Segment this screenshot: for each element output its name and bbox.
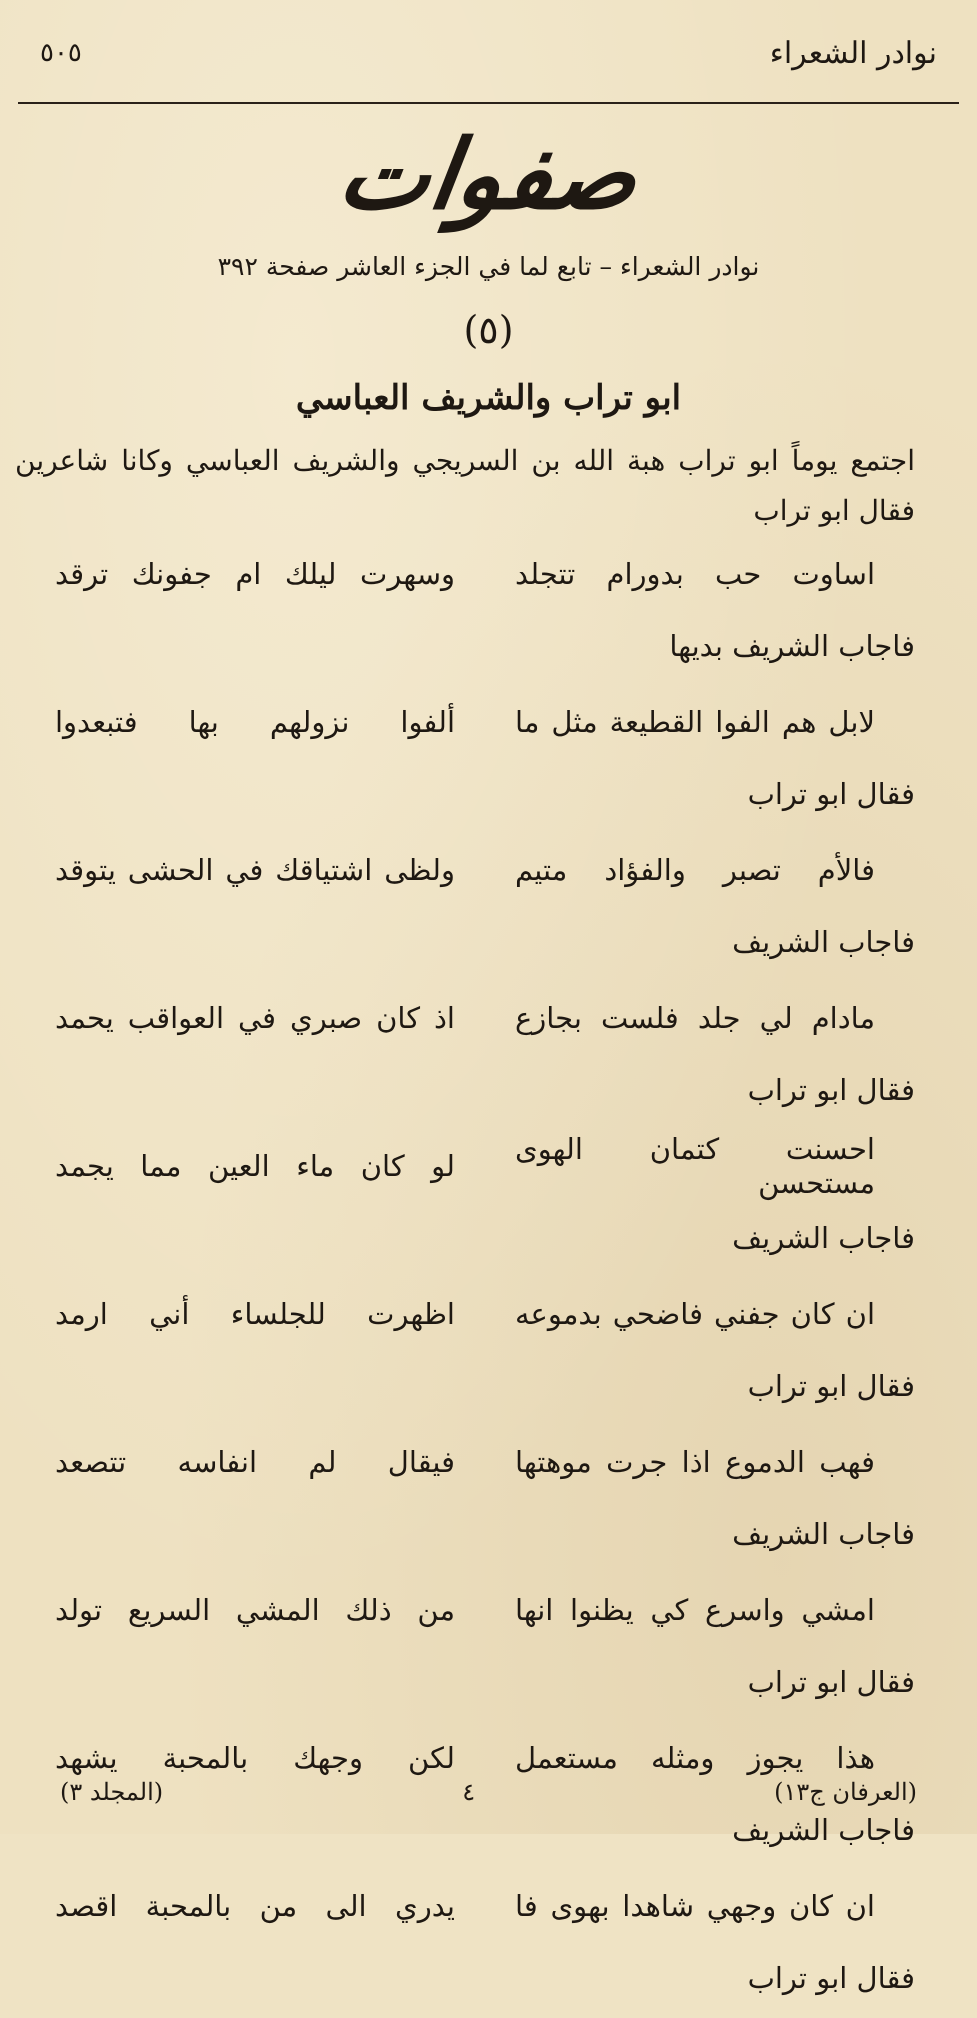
- page-number: ٥٠٥: [40, 38, 82, 68]
- page-header: [40, 28, 937, 78]
- speaker-line: فقال ابو تراب: [747, 1961, 915, 1995]
- verse-hemistich-first: ان كان وجهي شاهدا بهوى فا: [515, 1889, 875, 1923]
- verse-exchange: [35, 1426, 915, 1574]
- section-masthead: [0, 118, 977, 231]
- verse-line: [35, 834, 915, 906]
- verse-hemistich-second: اذ كان صبري في العواقب يحمد: [55, 1001, 455, 1035]
- verse-line: [35, 1278, 915, 1350]
- verse-line: [35, 1130, 915, 1202]
- verse-hemistich-second: من ذلك المشي السريع تولد: [55, 1593, 455, 1627]
- part-number: (٥): [463, 308, 514, 352]
- verse-exchange: [35, 686, 915, 834]
- verse-line: [35, 1426, 915, 1498]
- verse-hemistich-second: لو كان ماء العين مما يجمد: [55, 1149, 455, 1183]
- verse-hemistich-first: لابل هم الفوا القطيعة مثل ما: [515, 705, 875, 739]
- verse-exchange: [35, 834, 915, 982]
- verse-hemistich-first: امشي واسرع كي يظنوا انها: [515, 1593, 875, 1627]
- speaker-line: فاجاب الشريف: [732, 1221, 915, 1255]
- verse-line: [35, 982, 915, 1054]
- verse-exchange: [35, 1574, 915, 1722]
- verse-hemistich-first: مادام لي جلد فلست بجازع: [515, 1001, 875, 1035]
- speaker-line: فاجاب الشريف بديها: [669, 629, 915, 663]
- verse-hemistich-first: اساوت حب بدورام تتجلد: [515, 557, 875, 591]
- speaker-line: فقال ابو تراب: [747, 1665, 915, 1699]
- verse-hemistich-second: اظهرت للجلساء أني ارمد: [55, 1297, 455, 1331]
- speaker-line: فقال ابو تراب: [747, 777, 915, 811]
- verse-hemistich-first: احسنت كتمان الهوى مستحسن: [515, 1132, 875, 1200]
- verse-hemistich-first: فالأم تصبر والفؤاد متيم: [515, 853, 875, 887]
- verse-line: [35, 1574, 915, 1646]
- verse-hemistich-first: فهب الدموع اذا جرت موهتها: [515, 1445, 875, 1479]
- volume-label: (المجلد ٣): [60, 1778, 164, 1806]
- masthead-logo: صفوات: [332, 118, 645, 231]
- verse-exchange: [35, 1870, 915, 2018]
- verse-exchange: [35, 1278, 915, 1426]
- verse-exchange: [35, 538, 915, 686]
- speaker-line: فاجاب الشريف: [732, 925, 915, 959]
- verse-hemistich-first: هذا يجوز ومثله مستعمل: [515, 1741, 875, 1775]
- signature-mark: ٤: [462, 1778, 476, 1806]
- series-subtitle: نوادر الشعراء – تابع لما في الجزء العاشر صفحة ٣٩٢: [217, 252, 760, 281]
- journal-reference: (العرفان ج١٣): [774, 1778, 917, 1806]
- speaker-line: فاجاب الشريف: [732, 1813, 915, 1847]
- verse-hemistich-second: لكن وجهك بالمحبة يشهد: [55, 1741, 455, 1775]
- verse-hemistich-second: ألفوا نزولهم بها فتبعدوا: [55, 705, 455, 739]
- verse-hemistich-second: يدري الى من بالمحبة اقصد: [55, 1889, 455, 1923]
- verse-exchange: [35, 982, 915, 1130]
- verse-exchange: [35, 1130, 915, 1278]
- intro-line: اجتمع يوماً ابو تراب هبة الله بن السريجي والشريف العباسي وكانا شاعرين: [15, 444, 916, 477]
- running-title: نوادر الشعراء: [769, 35, 937, 71]
- verse-hemistich-second: فيقال لم انفاسه تتصعد: [55, 1445, 455, 1479]
- intro-paragraph: [15, 436, 915, 536]
- verse-line: [35, 686, 915, 758]
- verse-hemistich-first: ان كان جفني فاضحي بدموعه: [515, 1297, 875, 1331]
- speaker-line: فقال ابو تراب: [747, 1073, 915, 1107]
- verse-hemistich-second: ولظى اشتياقك في الحشى يتوقد: [55, 853, 455, 887]
- speaker-line: فقال ابو تراب: [747, 1369, 915, 1403]
- verse-hemistich-second: وسهرت ليلك ام جفونك ترقد: [55, 557, 455, 591]
- verse-line: [35, 1870, 915, 1942]
- intro-speaker-line: فقال ابو تراب: [753, 494, 915, 527]
- header-rule: [18, 102, 959, 104]
- speaker-line: فاجاب الشريف: [732, 1517, 915, 1551]
- verse-line: [35, 538, 915, 610]
- section-title: ابو تراب والشريف العباسي: [295, 378, 682, 418]
- page-footer: [60, 1772, 917, 1812]
